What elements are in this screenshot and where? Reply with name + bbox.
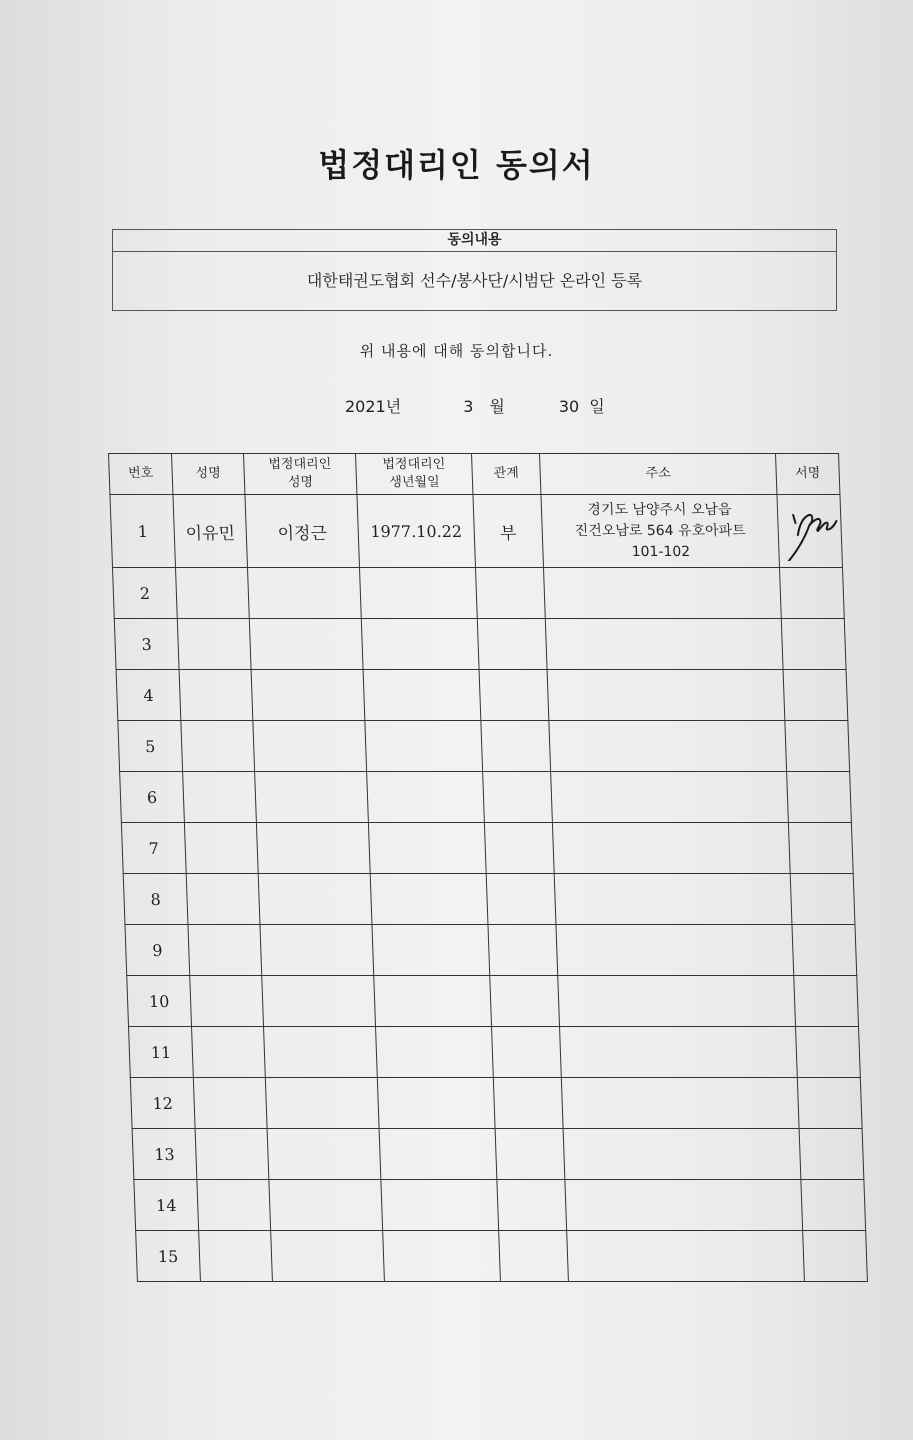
cell-signature — [796, 1027, 861, 1078]
cell-name — [193, 1078, 267, 1129]
cell-guardian-birth — [361, 619, 479, 670]
cell-guardian-name — [253, 721, 367, 772]
cell-address — [565, 1180, 803, 1231]
cell-signature — [794, 976, 859, 1027]
cell-signature — [788, 823, 853, 874]
address-line-3: 101-102 — [631, 543, 691, 560]
consent-box — [112, 229, 837, 311]
agree-statement: 위 내용에 대해 동의합니다. — [359, 342, 554, 360]
table-header-row — [109, 454, 840, 495]
cell-guardian-birth: 1977.10.22 — [357, 495, 476, 568]
table-row — [136, 1231, 868, 1282]
cell-number: 13 — [132, 1129, 197, 1180]
cell-relation — [484, 823, 554, 874]
cell-guardian-name — [258, 874, 372, 925]
cell-guardian-name — [265, 1078, 379, 1129]
cell-number: 6 — [120, 772, 185, 823]
cell-name — [188, 925, 262, 976]
cell-signature — [803, 1231, 868, 1282]
registrant-table — [108, 453, 868, 1282]
cell-guardian-name — [271, 1231, 385, 1282]
consent-body: 대한태권도협회 선수/봉사단/시범단 온라인 등록 — [306, 271, 643, 290]
cell-number: 11 — [129, 1027, 194, 1078]
header-relation: 관계 — [472, 454, 541, 495]
date-line — [345, 394, 605, 417]
cell-number: 9 — [125, 925, 190, 976]
cell-guardian-birth — [374, 976, 492, 1027]
table-row — [121, 823, 853, 874]
cell-relation — [490, 976, 560, 1027]
cell-guardian-birth — [376, 1027, 494, 1078]
table-row — [116, 670, 848, 721]
cell-address — [561, 1078, 799, 1129]
cell-signature — [785, 721, 850, 772]
cell-address — [545, 619, 783, 670]
cell-signature — [799, 1129, 864, 1180]
cell-number: 8 — [123, 874, 188, 925]
date-day: 30 — [558, 397, 580, 416]
cell-name — [175, 568, 249, 619]
table-row — [130, 1078, 862, 1129]
cell-name — [190, 976, 264, 1027]
cell-relation — [477, 619, 547, 670]
cell-name — [184, 823, 258, 874]
cell-address — [543, 568, 781, 619]
cell-guardian-name — [256, 823, 370, 874]
cell-relation — [495, 1129, 565, 1180]
cell-signature — [777, 495, 843, 568]
cell-signature — [779, 568, 844, 619]
cell-guardian-name — [255, 772, 369, 823]
cell-guardian-name — [251, 670, 365, 721]
cell-guardian-birth — [370, 874, 488, 925]
handwritten-signature — [779, 501, 841, 561]
cell-address — [551, 772, 789, 823]
cell-address — [560, 1027, 798, 1078]
cell-number: 7 — [121, 823, 186, 874]
cell-guardian-birth — [363, 670, 481, 721]
cell-relation — [479, 670, 549, 721]
cell-number: 14 — [134, 1180, 199, 1231]
date-month: 3 — [463, 397, 474, 416]
cell-address — [552, 823, 790, 874]
cell-guardian-birth — [379, 1129, 497, 1180]
table-row — [110, 495, 843, 568]
address-line-2: 진건오남로 564 유호아파트 — [574, 522, 746, 539]
cell-number: 3 — [114, 619, 179, 670]
cell-address — [556, 925, 794, 976]
consent-header: 동의내용 — [113, 230, 836, 252]
cell-address — [541, 495, 780, 568]
cell-name — [197, 1180, 271, 1231]
cell-relation — [499, 1231, 569, 1282]
cell-signature — [783, 670, 848, 721]
cell-guardian-name: 이정근 — [245, 495, 360, 568]
cell-guardian-birth — [359, 568, 477, 619]
cell-name — [192, 1027, 266, 1078]
address-line-1: 경기도 남양주시 오남읍 — [587, 501, 732, 518]
date-year: 2021년 — [345, 397, 402, 416]
cell-relation — [481, 721, 551, 772]
cell-name — [183, 772, 257, 823]
cell-relation — [475, 568, 545, 619]
cell-guardian-name — [267, 1129, 381, 1180]
table-row — [120, 772, 852, 823]
document-title: 법정대리인 동의서 — [318, 146, 595, 184]
cell-signature — [797, 1078, 862, 1129]
cell-name — [179, 670, 253, 721]
cell-guardian-birth — [377, 1078, 495, 1129]
table-row — [112, 568, 844, 619]
date-month-unit: 월 — [489, 397, 505, 416]
cell-number: 4 — [116, 670, 181, 721]
header-name: 성명 — [172, 454, 245, 495]
cell-relation — [493, 1078, 563, 1129]
cell-address — [549, 721, 787, 772]
header-guardian-birth: 법정대리인 생년월일 — [356, 454, 473, 495]
cell-relation — [492, 1027, 562, 1078]
cell-signature — [801, 1180, 866, 1231]
table-row — [134, 1180, 866, 1231]
header-address: 주소 — [540, 454, 777, 495]
cell-guardian-name — [249, 619, 363, 670]
cell-guardian-birth — [367, 772, 485, 823]
cell-guardian-birth — [365, 721, 483, 772]
cell-guardian-birth — [383, 1231, 501, 1282]
cell-guardian-name — [247, 568, 361, 619]
cell-guardian-name — [264, 1027, 378, 1078]
cell-name — [181, 721, 255, 772]
cell-address — [563, 1129, 801, 1180]
cell-guardian-birth — [381, 1180, 499, 1231]
cell-name — [195, 1129, 269, 1180]
cell-guardian-name — [262, 976, 376, 1027]
cell-relation — [486, 874, 556, 925]
cell-number: 5 — [118, 721, 183, 772]
cell-number: 1 — [110, 495, 176, 568]
cell-guardian-name — [269, 1180, 383, 1231]
cell-number: 2 — [112, 568, 177, 619]
cell-name — [186, 874, 260, 925]
cell-address — [554, 874, 792, 925]
table-row — [123, 874, 855, 925]
header-guardian-name: 법정대리인 성명 — [244, 454, 357, 495]
cell-signature — [792, 925, 857, 976]
cell-relation — [483, 772, 553, 823]
cell-address — [558, 976, 796, 1027]
cell-number: 12 — [130, 1078, 195, 1129]
header-signature: 서명 — [776, 454, 840, 495]
cell-address — [567, 1231, 805, 1282]
cell-relation: 부 — [473, 495, 544, 568]
cell-name: 이유민 — [173, 495, 248, 568]
cell-name — [199, 1231, 273, 1282]
cell-relation — [488, 925, 558, 976]
cell-signature — [787, 772, 852, 823]
cell-guardian-name — [260, 925, 374, 976]
cell-relation — [497, 1180, 567, 1231]
table-row — [118, 721, 850, 772]
cell-guardian-birth — [368, 823, 486, 874]
table-row — [127, 976, 859, 1027]
table-row — [114, 619, 846, 670]
table-row — [132, 1129, 864, 1180]
cell-address — [547, 670, 785, 721]
cell-signature — [790, 874, 855, 925]
cell-number: 15 — [136, 1231, 201, 1282]
table-row — [129, 1027, 861, 1078]
table-row — [125, 925, 857, 976]
table-body — [110, 495, 867, 1282]
header-number: 번호 — [109, 454, 173, 495]
cell-number: 10 — [127, 976, 192, 1027]
date-day-unit: 일 — [589, 397, 605, 416]
cell-guardian-birth — [372, 925, 490, 976]
cell-signature — [781, 619, 846, 670]
cell-name — [177, 619, 251, 670]
